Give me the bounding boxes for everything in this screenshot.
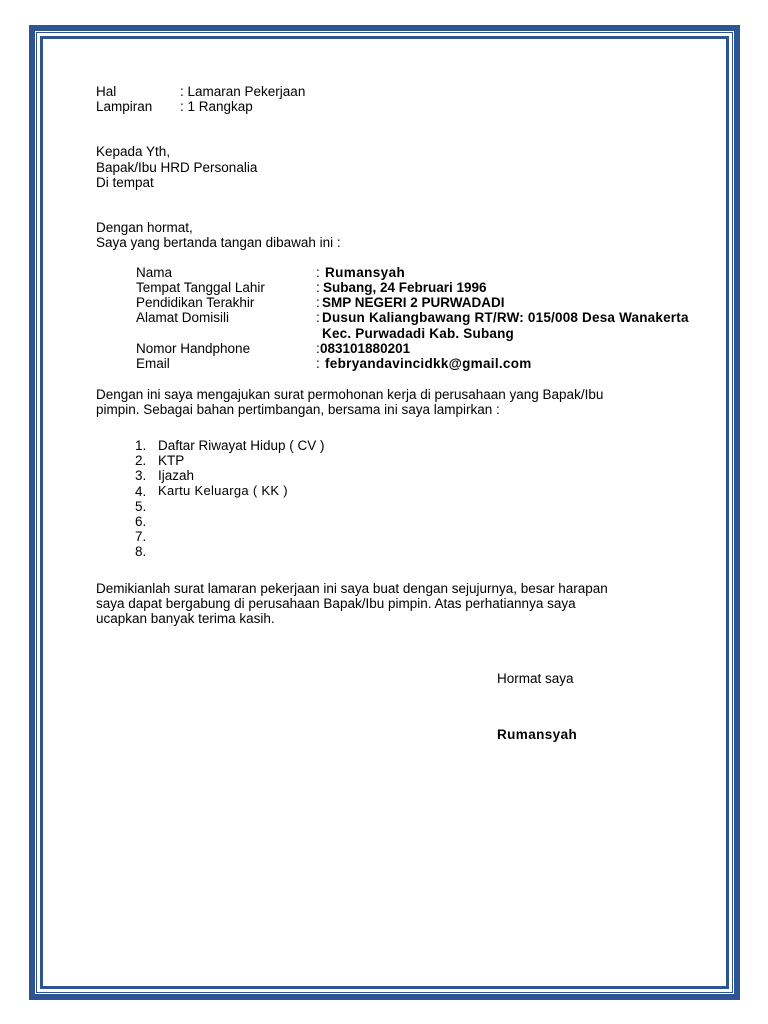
ttl-separator: :: [316, 280, 320, 295]
email-label: Email: [136, 356, 170, 371]
list-item-number: 5.: [135, 499, 147, 514]
list-item-text: Kartu Keluarga ( KK ): [158, 483, 288, 498]
body-line-1: Dengan ini saya mengajukan surat permohonan kerja di perusahaan yang Bapak/Ibu: [96, 387, 604, 402]
alamat-separator: :: [316, 310, 320, 325]
list-item-text: Ijazah: [158, 468, 195, 483]
list-item-number: 1.: [135, 438, 147, 453]
email-separator: :: [316, 356, 320, 371]
closing-line-2: saya dapat bergabung di perusahaan Bapak/Ibu pimpin. Atas perhatiannya saya: [96, 596, 576, 611]
nama-separator: :: [316, 265, 320, 280]
list-item-text: Daftar Riwayat Hidup ( CV ): [158, 438, 325, 453]
nama-value: Rumansyah: [325, 265, 406, 280]
ttl-label: Tempat Tanggal Lahir: [136, 280, 265, 295]
hal-value: : Lamaran Pekerjaan: [180, 84, 306, 99]
recipient-line-2: Bapak/Ibu HRD Personalia: [96, 160, 258, 175]
list-item-number: 8.: [135, 544, 147, 559]
body-line-2: pimpin. Sebagai bahan pertimbangan, bersama ini saya lampirkan :: [96, 402, 500, 417]
closing-line-3: ucapkan banyak terima kasih.: [96, 611, 275, 626]
signer-name: Rumansyah: [497, 727, 578, 742]
hp-separator: :: [316, 341, 320, 356]
pendidikan-value: SMP NEGERI 2 PURWADADI: [322, 295, 505, 310]
alamat-value-line-1: Dusun Kaliangbawang RT/RW: 015/008 Desa Wanakerta: [322, 310, 689, 325]
list-item-text: KTP: [158, 453, 185, 468]
hp-label: Nomor Handphone: [136, 341, 251, 356]
salutation: Dengan hormat,: [96, 220, 193, 235]
closing-line-1: Demikianlah surat lamaran pekerjaan ini saya buat dengan sejujurnya, besar harapan: [96, 581, 608, 596]
recipient-line-1: Kepada Yth,: [96, 144, 171, 159]
lampiran-value: : 1 Rangkap: [180, 99, 253, 114]
regards: Hormat saya: [497, 671, 574, 686]
hp-value: 083101880201: [320, 341, 411, 356]
pendidikan-label: Pendidikan Terakhir: [136, 295, 255, 310]
email-value: febryandavincidkk@gmail.com: [325, 356, 532, 371]
list-item-number: 7.: [135, 529, 147, 544]
list-item-number: 4.: [135, 484, 147, 499]
ttl-value: Subang, 24 Februari 1996: [323, 280, 487, 295]
alamat-value-line-2: Kec. Purwadadi Kab. Subang: [322, 326, 514, 341]
list-item-number: 2.: [135, 453, 147, 468]
list-item-number: 3.: [135, 468, 147, 483]
list-item-number: 6.: [135, 514, 147, 529]
hal-label: Hal: [96, 84, 117, 99]
pendidikan-separator: :: [316, 295, 320, 310]
lampiran-label: Lampiran: [96, 99, 153, 114]
recipient-line-3: Di tempat: [96, 175, 154, 190]
alamat-label: Alamat Domisili: [136, 310, 230, 325]
intro-line: Saya yang bertanda tangan dibawah ini :: [96, 235, 341, 250]
nama-label: Nama: [136, 265, 173, 280]
